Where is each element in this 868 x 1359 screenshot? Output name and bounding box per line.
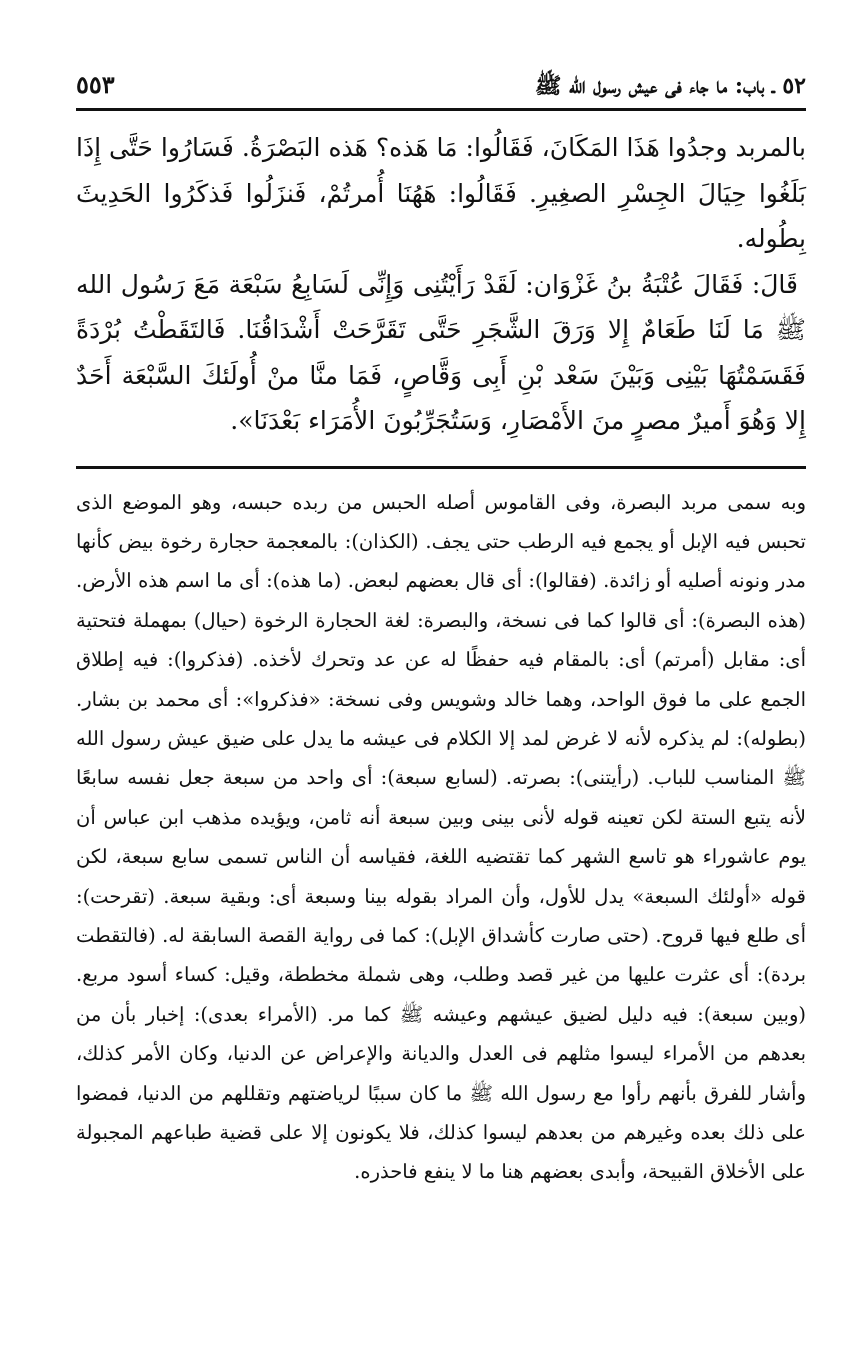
hadith-paragraph: بالمربد وجدُوا هَذَا المَكَانَ، فَقَالُوا: مَا هَذه؟ هَذه البَصْرَةُ. فَسَارُوا حَتَّى إِذَا بَلَغُوا حِيَالَ الجِسْرِ الصغِيرِ. فَقَالُوا: هَهُنَا أُمرتُمْ، فَنزَلُوا فَذكَرُوا الحَدِيثَ بِطُوله. [76,133,806,253]
hadith-paragraph: قَالَ: فَقَالَ عُتْبَةُ بنُ غَزْوَان: لَقَدْ رَأَيْتُنِى وَإِنِّى لَسَابِعُ سَبْعَة مَعَ رَسُول الله ﷺ مَا لَنَا طَعَامٌ إِلا وَرَقَ الشَّجَرِ حَتَّى تَقَرَّحَتْ أَشْدَاقُنَا. فَالتَقَطْتُ بُرْدَةً فَقَسَمْتُهَا بَيْنِى وَبَيْنَ سَعْد بْنِ أَبِى وَقَّاصٍ، فَمَا منَّا منْ أُولَئكَ السَّبْعَة أَحَدٌ إِلا وَهُوَ أَميرٌ مصرٍ منَ الأَمْصَارِ، وَسَتُجَرِّبُونَ الأُمَرَاء بَعْدَنَا». [76,269,806,435]
chapter-title: ٥٢ ـ باب: ما جاء فى عيش رسول الله ﷺ [534,73,806,99]
footnote-divider [76,466,806,469]
header-rule [76,108,806,111]
commentary-text: وبه سمى مربد البصرة، وفى القاموس أصله الحبس من ربده حبسه، وهو الموضع الذى تحبس فيه الإبل أو يجمع فيه الرطب حتى يجف. (الكذان): بالمعجمة حجارة رخوة بيض كأنها مدر ونونه أصليه أو زائدة. (فقالوا): أى قال بعضهم لبعض. (ما هذه): أى ما اسم هذه الأرض. (هذه البصرة): أى قالوا كما فى نسخة، والبصرة: لغة الحجارة الرخوة (حيال) بمهملة فتحتية أى: مقابل (أمرتم) أى: بالمقام فيه حفظًا له عن عد وتحرك لأخذه. (فذكروا): فيه إطلاق الجمع على ما فوق الواحد، وهما خالد وشويس وفى نسخة: «فذكروا»: أى محمد بن بشار. (بطوله): لم يذكره لأنه لا غرض لمد إلا الكلام فى عيشه ما يدل على ضيق عيش رسول الله ﷺ المناسب للباب. (رأيتنى): بصرته. (لسابع سبعة): أى واحد من سبعة جعل نفسه سابعًا لأنه يتبع الستة لكن تعينه قوله لأنى بينى وبين سبعة أنه ثامن، ويؤيده مذهب ابن عباس أن يوم عاشوراء هو تاسع الشهر كما تقتضيه اللغة، فقياسه أن الناس تسمى سابع سبعة، لكن قوله «أولئك السبعة» يدل للأول، وأن المراد بقوله بينا وسبعة أى: وبقية سبعة. (تقرحت): أى طلع فيها قروح. (حتى صارت كأشداق الإبل): كما فى رواية القصة السابقة له. (فالتقطت بردة): أى عثرت عليها من غير قصد وطلب، وهى شملة مخططة، وقيل: كساء أسود مربع. (وبين سبعة): فيه دليل لضيق عيشهم وعيشه ﷺ كما مر. (الأمراء بعدى): إخبار بأن من بعدهم من الأمراء ليسوا مثلهم فى العدل والديانة والإعراض عن الدنيا، وكان الأمر كذلك، وأشار للفرق بأنهم رأوا مع رسول الله ﷺ ما كان سببًا لرياضتهم وتقللهم من الدنيا، فمضوا على ذلك بعده وغيرهم من بعدهم ليسوا كذلك، فلا يكونون إلا على قضية طباعهم المجبولة على الأخلاق القبيحة، وأبدى بعضهم هنا ما لا ينفع فاحذره. [76,490,806,1184]
page-number: ٥٥٣ [76,70,115,99]
commentary-section [76,483,806,1192]
hadith-text [76,125,806,444]
running-header [76,70,806,104]
